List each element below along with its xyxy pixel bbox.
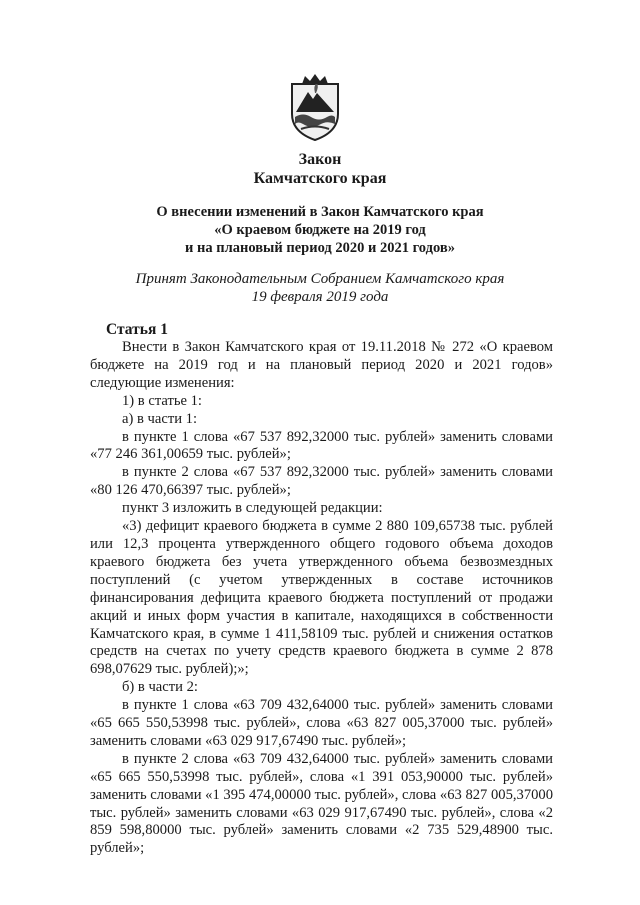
- law-word: Закон: [298, 151, 342, 168]
- adoption-date: 19 февраля 2019 года: [251, 289, 389, 305]
- article-body: [90, 339, 553, 858]
- paragraph: в пункте 1 слова «63 709 432,64000 тыс. рублей» заменить словами «65 665 550,53998 тыс. рублей», слова «63 827 005,37000 тыс. рублей» заменить словами «63 029 917,67490 тыс. рублей»;: [90, 697, 553, 749]
- adoption-note: [0, 270, 640, 306]
- paragraph: пункт 3 изложить в следующей редакции:: [122, 500, 383, 517]
- article-heading: Статья 1: [106, 321, 168, 338]
- region-name: Камчатского края: [253, 170, 387, 187]
- subject-line: и на плановый период 2020 и 2021 годов»: [185, 240, 455, 256]
- paragraph: в пункте 2 слова «67 537 892,32000 тыс. рублей» заменить словами «80 126 470,66397 тыс. рублей»;: [90, 464, 553, 499]
- paragraph: в пункте 1 слова «67 537 892,32000 тыс. рублей» заменить словами «77 246 361,00659 тыс. рублей»;: [90, 428, 553, 463]
- subject-line: О внесении изменений в Закон Камчатского края: [156, 204, 484, 220]
- adopted-by: Принят Законодательным Собранием Камчатского края: [135, 271, 505, 287]
- paragraph: а) в части 1:: [122, 410, 198, 427]
- paragraph: Внести в Закон Камчатского края от 19.11.2018 № 272 «О краевом бюджете на 2019 год и на плановый период 2020 и 2021 годов» следующие изменения:: [90, 339, 553, 391]
- paragraph: б) в части 2:: [122, 679, 198, 696]
- law-title: [0, 150, 640, 188]
- paragraph: в пункте 2 слова «63 709 432,64000 тыс. рублей» заменить словами «65 665 550,53998 тыс. рублей», слова «1 391 053,90000 тыс. рублей» заменить словами «1 395 474,00000 тыс. рублей», слова «63 827 005,37000 тыс. рублей» заменить словами «63 029 917,67490 тыс. рублей», слова «2 859 598,80000 тыс. рублей» заменить словами «2 735 529,48900 тыс. рублей»;: [90, 750, 554, 857]
- paragraph: «3) дефицит краевого бюджета в сумме 2 880 109,65738 тыс. рублей или 12,3 процента утвержденного общего годового объема доходов краевого бюджета без учета утвержденного объема безвозмездных поступлений (с учетом утвержденных в составе источников финансирования дефицита краевого бюджета поступлений от продажи акций и иных форм участия в капитале, находящихся в собственности Камчатского края, в сумме 1 411,58109 тыс. рублей и снижения остатков средств на счетах по учету средств краевого бюджета в сумме 2 878 698,07629 тыс. рублей);»;: [90, 518, 553, 678]
- subject-line: «О краевом бюджете на 2019 год: [214, 222, 426, 238]
- paragraph: 1) в статье 1:: [122, 392, 202, 409]
- coat-of-arms-icon: [286, 72, 344, 142]
- law-subject: [0, 203, 640, 257]
